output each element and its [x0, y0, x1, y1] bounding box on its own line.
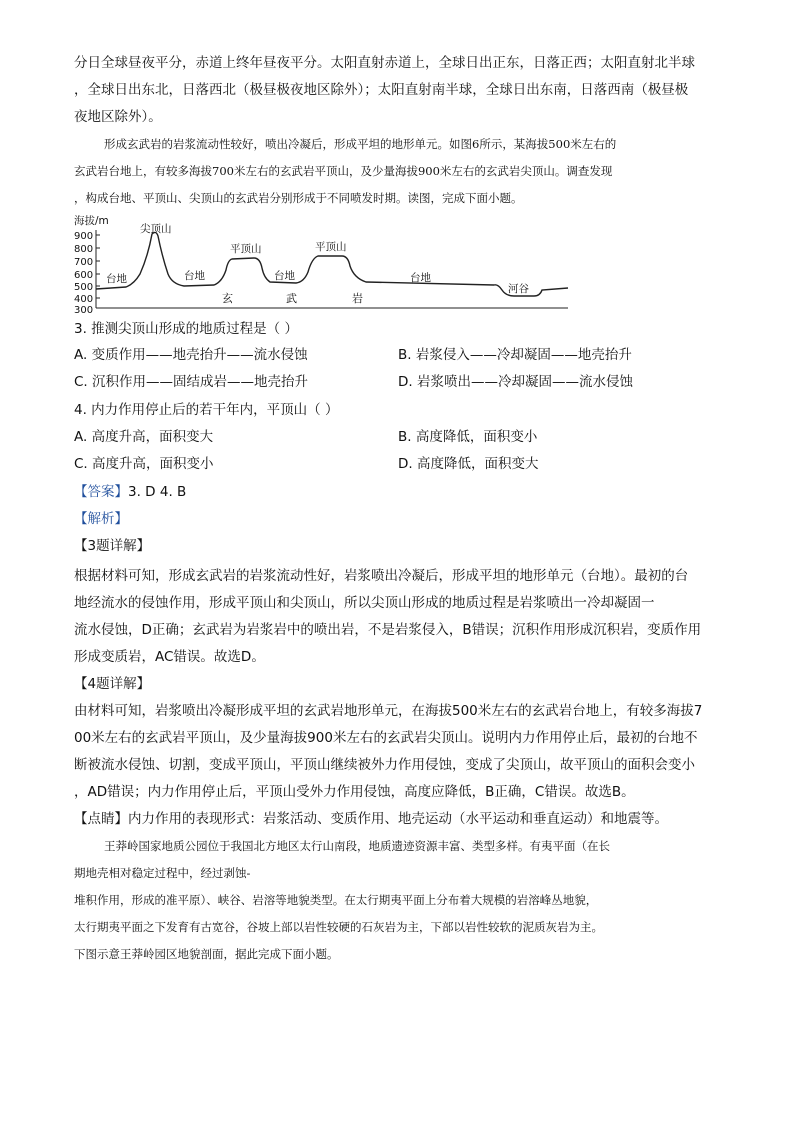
material2-line: 太行期夷平面之下发育有古宽谷，谷坡上部以岩性较硬的石灰岩为主，下部以岩性较软的泥质灰岩为主。 [74, 920, 603, 934]
intro-line-3: 夜地区除外）。 [74, 109, 162, 125]
answer-text: 3. D 4. B [128, 484, 187, 500]
label-plateau-4: 台地 [410, 272, 431, 284]
q4-detail-line: 00米左右的玄武岩平顶山，及少量海拔900米左右的玄武岩尖顶山。说明内力作用停止后，最初的台地不 [74, 730, 698, 746]
q3-option-a: A. 变质作用——地壳抬升——流水侵蚀 [74, 347, 308, 363]
comment-tag: 【点睛】 [74, 811, 128, 827]
answer-line [74, 479, 724, 505]
label-valley: 河谷 [508, 283, 529, 295]
material2-line: 堆积作用，形成的准平原）、峡谷、岩溶等地貌类型。在太行期夷平面上分布着大规模的岩溶峰丛地貌， [74, 893, 598, 907]
q4-stem: 4. 内力作用停止后的若干年内，平顶山（ ） [74, 402, 339, 418]
material1-line-2: 玄武岩台地上，有较多海拔700米左右的玄武岩平顶山，及少量海拔900米左右的玄武岩尖顶山。调查发现 [74, 164, 613, 178]
material1-line-1: 形成玄武岩的岩浆流动性较好，喷出冷凝后，形成平坦的地形单元。如图6所示，某海拔500米左右的 [104, 137, 617, 151]
q3-option-c: C. 沉积作用——固结成岩——地壳抬升 [74, 374, 309, 390]
material2-line: 王莽岭国家地质公园位于我国北方地区太行山南段，地质遗迹资源丰富、类型多样。有夷平面（在长 [104, 839, 610, 853]
label-basalt-2: 武 [286, 292, 297, 305]
intro-line-2: ，全球日出东北，日落西北（极昼极夜地区除外）；太阳直射南半球，全球日出东南，日落西南（极昼极 [74, 82, 689, 98]
label-mesa-2: 平顶山 [315, 241, 347, 253]
q4-detail-line: 由材料可知，岩浆喷出冷凝形成平坦的玄武岩地形单元，在海拔500米左右的玄武岩台地上，有较多海拔7 [74, 703, 703, 719]
q3-detail-line: 形成变质岩，AC错误。故选D。 [74, 649, 265, 665]
comment-text: 内力作用的表现形式：岩浆活动、变质作用、地壳运动（水平运动和垂直运动）和地震等。 [128, 811, 668, 827]
y-tick-label: 500 [74, 282, 94, 293]
y-tick-label: 600 [74, 270, 94, 281]
label-basalt-3: 岩 [352, 292, 363, 305]
label-basalt-1: 玄 [222, 292, 233, 305]
q3-detail-line: 根据材料可知，形成玄武岩的岩浆流动性好，岩浆喷出冷凝后，形成平坦的地形单元（台地）。最初的台 [74, 568, 689, 584]
y-tick-label: 900 [74, 231, 94, 242]
y-tick-label: 300 [74, 305, 94, 316]
q4-detail-tag: 【4题详解】 [74, 676, 151, 692]
q4-detail-line: 断被流水侵蚀、切割，变成平顶山，平顶山继续被外力作用侵蚀，变成了尖顶山，故平顶山的面积会变小 [74, 757, 695, 773]
q4-option-c: C. 高度升高，面积变小 [74, 456, 214, 472]
q3-option-b: B. 岩浆侵入——冷却凝固——地壳抬升 [398, 347, 632, 363]
q3-option-d: D. 岩浆喷出——冷却凝固——流水侵蚀 [398, 374, 633, 390]
label-peak: 尖顶山 [140, 223, 172, 235]
material1-line-3: ，构成台地、平顶山、尖顶山的玄武岩分别形成于不同喷发时期。读图，完成下面小题。 [74, 191, 523, 205]
label-plateau-2: 台地 [184, 270, 205, 282]
label-mesa-1: 平顶山 [230, 243, 262, 255]
terrain-profile-figure [74, 212, 574, 316]
q4-option-b: B. 高度降低，面积变小 [398, 429, 538, 445]
label-plateau-3: 台地 [274, 270, 295, 282]
y-tick-label: 700 [74, 257, 94, 268]
y-tick-label: 400 [74, 294, 94, 305]
q3-detail-tag: 【3题详解】 [74, 538, 151, 554]
q3-detail-line: 地经流水的侵蚀作用，形成平顶山和尖顶山，所以尖顶山形成的地质过程是岩浆喷出一冷却凝固一 [74, 595, 655, 611]
answer-tag: 【答案】 [74, 484, 128, 500]
comment-line [74, 806, 724, 832]
q4-option-d: D. 高度降低，面积变大 [398, 456, 539, 472]
analysis-tag: 【解析】 [74, 511, 128, 527]
label-plateau-1: 台地 [106, 273, 127, 285]
q3-detail-line: 流水侵蚀，D正确；玄武岩为岩浆岩中的喷出岩，不是岩浆侵入，B错误；沉积作用形成沉积岩，变质作用 [74, 622, 702, 638]
material2-line: 期地壳相对稳定过程中，经过剥蚀- [74, 866, 251, 880]
y-tick-label: 800 [74, 244, 94, 255]
material2-line: 下图示意王莽岭园区地貌剖面，据此完成下面小题。 [74, 947, 339, 961]
intro-line-1: 分日全球昼夜平分，赤道上终年昼夜平分。太阳直射赤道上，全球日出正东，日落正西；太阳直射北半球 [74, 55, 695, 71]
q4-detail-line: ，AD错误；内力作用停止后，平顶山受外力作用侵蚀，高度应降低，B正确，C错误。故选B。 [74, 784, 635, 800]
q4-option-a: A. 高度升高，面积变大 [74, 429, 214, 445]
q3-stem: 3. 推测尖顶山形成的地质过程是（ ） [74, 321, 298, 337]
y-axis-title: 海拔/m [74, 215, 109, 227]
